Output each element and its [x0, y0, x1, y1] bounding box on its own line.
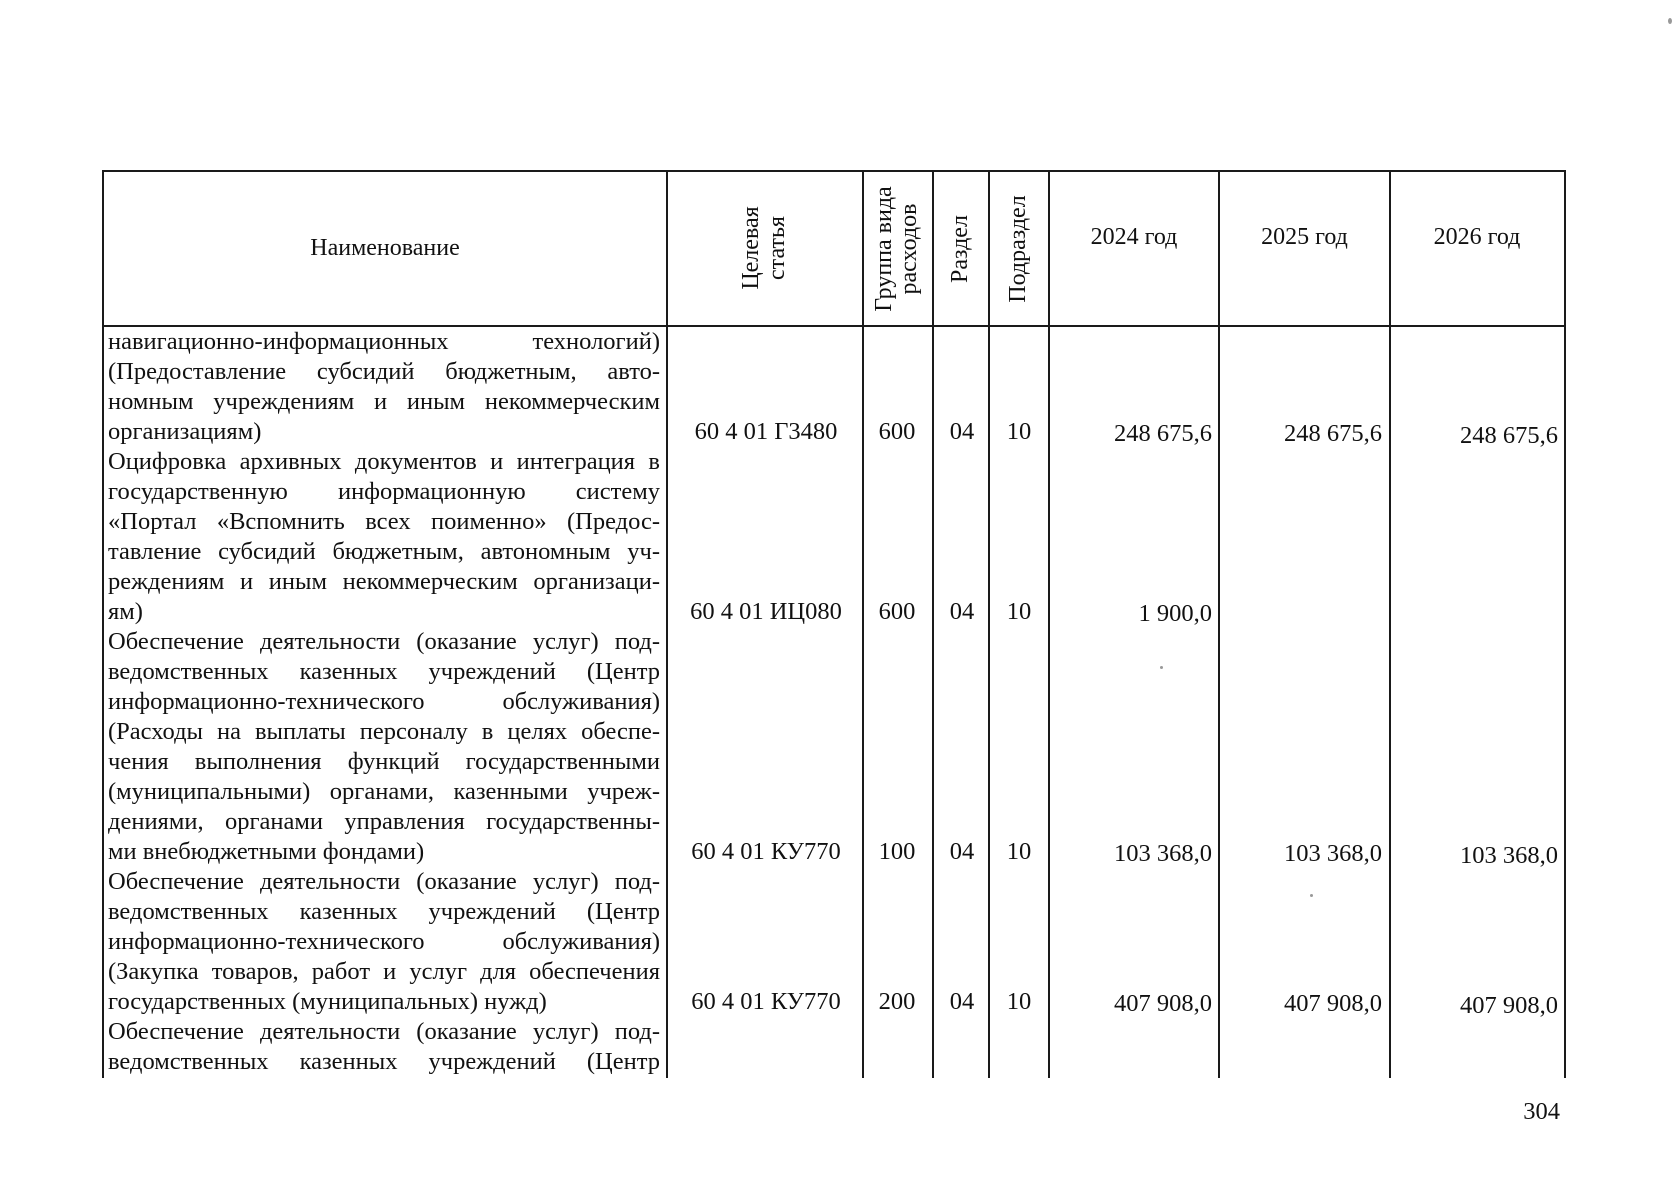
row-subsection: 10	[1006, 598, 1032, 625]
scan-speck	[1668, 18, 1672, 24]
scan-speck	[1310, 894, 1313, 897]
row-section: 04	[949, 988, 975, 1015]
row-value-2025: 248 675,6	[1284, 420, 1382, 447]
header-year-2024: 2024 год	[1090, 224, 1178, 251]
header-target-article: Целевая статья	[737, 206, 790, 290]
row-group: 600	[878, 418, 916, 445]
row-value-2024: 1 900,0	[1138, 600, 1212, 627]
row-name: Обеспечение деятельности (оказание услуг) под- ведомственных казенных учреждений (Центр	[108, 1018, 660, 1075]
row-value-2024: 407 908,0	[1114, 990, 1212, 1017]
header-subsection: Подраздел	[1004, 195, 1031, 303]
row-section: 04	[949, 418, 975, 445]
row-subsection: 10	[1006, 838, 1032, 865]
column-divider	[1048, 170, 1050, 1078]
scan-speck	[1160, 666, 1163, 669]
row-group: 600	[878, 598, 916, 625]
row-code: 60 4 01 ИЦ080	[690, 598, 842, 625]
row-section: 04	[949, 598, 975, 625]
column-divider	[666, 170, 668, 1078]
row-value-2026: 103 368,0	[1460, 842, 1558, 869]
row-value-2024: 248 675,6	[1114, 420, 1212, 447]
row-subsection: 10	[1006, 418, 1032, 445]
column-divider	[1218, 170, 1220, 1078]
row-code: 60 4 01 КУ770	[691, 988, 841, 1015]
header-name: Наименование	[310, 234, 460, 261]
row-group: 200	[878, 988, 916, 1015]
header-expense-group: Группа вида расходов	[870, 186, 922, 312]
column-divider	[1389, 170, 1391, 1078]
row-value-2025: 407 908,0	[1284, 990, 1382, 1017]
header-year-2026: 2026 год	[1433, 224, 1521, 251]
page-number: 304	[1523, 1098, 1560, 1125]
row-section: 04	[949, 838, 975, 865]
header-section: Раздел	[946, 215, 973, 283]
row-name: Обеспечение деятельности (оказание услуг) под- ведомственных казенных учреждений (Центр информационно-технического обслуживания) (Закупка товаров, работ и услуг для обеспечения государственных (муниципальных) нужд)	[108, 868, 660, 1015]
row-value-2025: 103 368,0	[1284, 840, 1382, 867]
column-divider	[862, 170, 864, 1078]
row-group: 100	[878, 838, 916, 865]
row-name: Оцифровка архивных документов и интеграция в государственную информационную систему «Портал «Вспомнить всех поименно» (Предос- тавление субсидий бюджетным, автономным уч- реждениям и иным некоммерческим организаци- ям)	[108, 448, 660, 625]
row-value-2024: 103 368,0	[1114, 840, 1212, 867]
row-name: Обеспечение деятельности (оказание услуг) под- ведомственных казенных учреждений (Центр информационно-технического обслуживания) (Расходы на выплаты персоналу в целях обеспе- чения выполнения функций государственными (муниципальными) органами, казенными учреж- дениями, органами управления государственны- ми внебюджетными фондами)	[108, 628, 660, 865]
row-subsection: 10	[1006, 988, 1032, 1015]
row-name: навигационно-информационных технологий) (Предоставление субсидий бюджетным, авто- номным учреждениям и иным некоммерческим организациям)	[108, 328, 660, 445]
row-code: 60 4 01 Г3480	[694, 418, 838, 445]
row-value-2026: 248 675,6	[1460, 422, 1558, 449]
header-year-2025: 2025 год	[1261, 224, 1348, 251]
row-value-2026: 407 908,0	[1460, 992, 1558, 1019]
row-code: 60 4 01 КУ770	[691, 838, 841, 865]
